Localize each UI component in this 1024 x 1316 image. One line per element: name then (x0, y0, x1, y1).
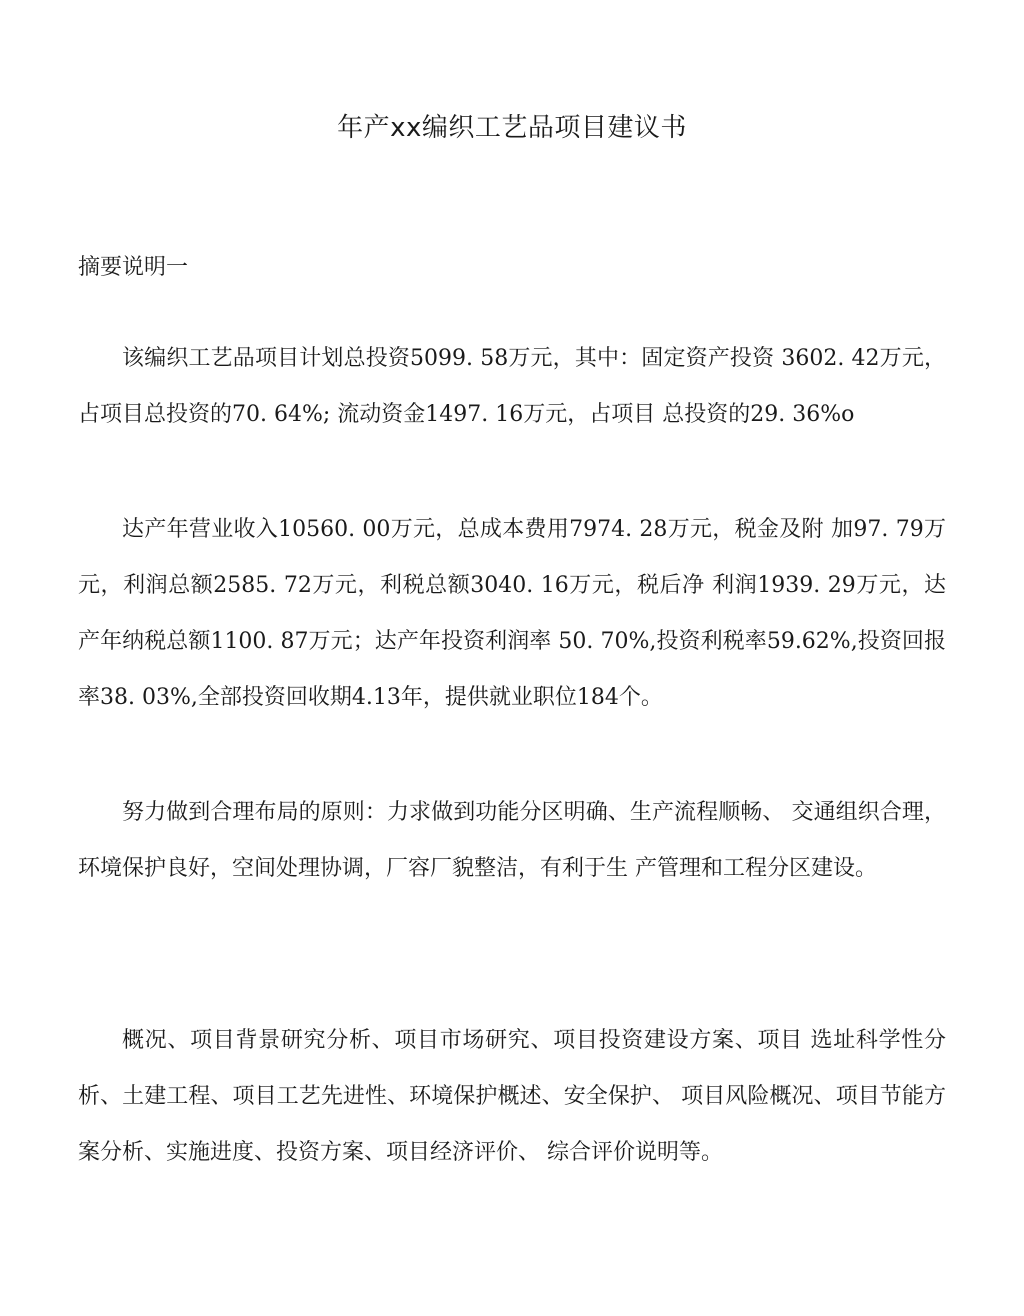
section-heading: 摘要说明一 (78, 255, 189, 280)
paragraph-revenue: 达产年营业收入10560. 00万元，总成本费用7974. 28万元，税金及附 加97. 79万元，利润总额2585. 72万元，利税总额3040. 16万元，税后净 利润1939. 29万元，达产年纳税总额1100. 87万元；达产年投资利润率 50. 70%,投资利税率59.62%,投资回报率38. 03%,全部投资回收期4.13年，提供就业职位184个。 (78, 517, 946, 710)
paragraph-layout-principle: 努力做到合理布局的原则：力求做到功能分区明确、生产流程顺畅、 交通组织合理，环境保护良好，空间处理协调，厂容厂貌整洁，有利于生 产管理和工程分区建设。 (78, 800, 946, 881)
document-title: 年产xx编织工艺品项目建议书 (337, 113, 687, 143)
paragraph-contents-overview: 概况、项目背景研究分析、项目市场研究、项目投资建设方案、项目 选址科学性分析、土建工程、项目工艺先进性、环境保护概述、安全保护、 项目风险概况、项目节能方案分析、实施进度、投资方案、项目经济评价、 综合评价说明等。 (78, 1028, 946, 1165)
paragraph-investment: 该编织工艺品项目计划总投资5099. 58万元，其中：固定资产投资 3602. 42万元，占项目总投资的70. 64%; 流动资金1497. 16万元，占项目 总投资的29. 36%o (78, 346, 946, 427)
